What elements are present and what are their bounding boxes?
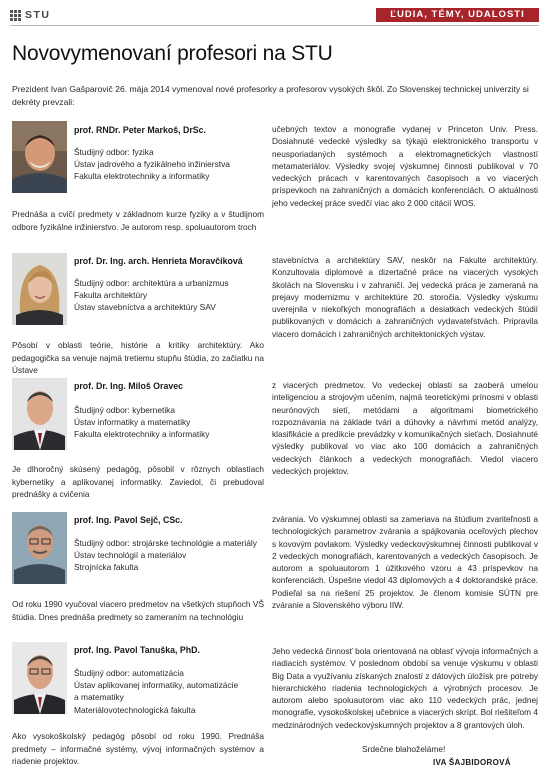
professor-info bbox=[74, 404, 209, 441]
professor-name: prof. Ing. Pavol Sejč, CSc. bbox=[74, 515, 183, 525]
faculty: Fakulta elektrotechniky a informatiky bbox=[74, 171, 210, 182]
portrait-photo-tanuska bbox=[12, 642, 67, 714]
institute: Ústav informatiky a matematiky bbox=[74, 417, 191, 428]
professor-name: prof. Dr. Ing. arch. Henrieta Moravčíková bbox=[74, 256, 243, 266]
faculty: Strojnícka fakulta bbox=[74, 562, 139, 573]
study-field: Študijný odbor: architektúra a urbanizmus bbox=[74, 278, 229, 288]
portrait-photo-oravec bbox=[12, 378, 67, 450]
faculty: Fakulta elektrotechniky a informatiky bbox=[74, 429, 210, 440]
professor-info bbox=[74, 146, 230, 183]
institute-continued: a matematiky bbox=[74, 692, 124, 703]
professor-bio-left: Ako vysokoškolský pedagóg pôsobí od roku 1990. Prednáša predmety – informačné systémy, vývoj informačných systémov a riadenie projektov. bbox=[12, 731, 264, 766]
professor-bio-right: zvárania. Vo výskumnej oblasti sa zameriava na štúdium zvariteľnosti a technologických parametrov zvárania a spájkovania oceľových plechov s kovovým povlakom. Výsledky vedeckovýskumnej činnosti publikoval v 2 vedeckých monografiách, karentovaných a vedeckých časopisoch. Je autorom a spoluautorom 1 úžitkového vzoru a 43 príspevkov na konferenciách. Úspešne viedol 43 diplomových a 4 doktorandské práce. Podieľal sa na riešení 25 projektov. Je členom komisie SÚTN pre zváranie a Slovenského výboru IIW. bbox=[272, 514, 538, 611]
article-author: IVA ŠAJBIDOROVÁ bbox=[433, 758, 511, 767]
professor-bio-right: Jeho vedecká činnosť bola orientovaná na oblasť vývoja informačných a riadiacich systémov. V poslednom období sa venuje výskumu v oblasti Big Data a využívaniu získaných znalostí z dátových úložísk pre potreby hierarchického riadenia technologických a výrobných procesov. Je autorom alebo spoluautorom viac ako 110 vedeckých prác, jednej monografie, vysokoškolskej učebnice a viacerých skrípt. Bol riešiteľom 4 medzinárodných vedeckovýskumných projektov a 8 grantových úloh. bbox=[272, 646, 538, 730]
professor-bio-left: Pôsobí v oblasti teórie, histórie a kritiky architektúry. Ako pedagogička sa venuje najmä tretiemu stupňu štúdia, zo začiatku na Ústave bbox=[12, 340, 264, 375]
professor-name: prof. Ing. Pavol Tanuška, PhD. bbox=[74, 645, 200, 655]
study-field: Študijný odbor: automatizácia bbox=[74, 668, 184, 678]
institute: Ústav aplikovanej informatiky, automatizácie bbox=[74, 680, 239, 691]
professor-info bbox=[74, 537, 257, 574]
faculty: Fakulta architektúry bbox=[74, 290, 148, 301]
study-field: Študijný odbor: strojárske technológie a materiály bbox=[74, 538, 257, 548]
professor-bio-right: stavebníctva a architektúry SAV, neskôr na Fakulte architektúry. Konzultovala diplomové a dizertačné práce na viacerých vysokých školách na Slovensku i v zahraničí. Jej vedecká práca je zameraná na prejavy modernizmu v architektúre 20. storočia. Výsledky výskumu uverejnila v niekoľkých monografiách a desiatkach vedeckých štúdií publikovaných v domácich a zahraničných vydavateľstvách. Pripravila viacero domácich i zahraničných architektonických výstav. bbox=[272, 255, 538, 339]
professor-name: prof. RNDr. Peter Markoš, DrSc. bbox=[74, 125, 206, 135]
closing-line: Srdečne blahoželáme! bbox=[362, 744, 446, 754]
stu-logo bbox=[10, 8, 51, 22]
professor-bio-right: učebných textov a monografie vydanej v Princeton Univ. Press. Dosiahnuté vedecké výsledky sa týkajú elektronického transportu v neusporiadaných systémoch a elektromagnetických vlastností metamateriálov. Výsledky svojej výskumnej činnosti publikoval v 70 vedeckých prácach v karentovaných časopisoch a vo viacerých príspevkoch na zahraničných a domácich konferenciách. O aktuálnosti jeho vedeckej práce svedčí viac ako 2 000 citácií WOS. bbox=[272, 124, 538, 208]
study-field: Študijný odbor: fyzika bbox=[74, 147, 154, 157]
logo-text: STU bbox=[25, 9, 51, 21]
article-title: Novovymenovaní profesori na STU bbox=[12, 42, 333, 65]
professor-info bbox=[74, 667, 238, 716]
portrait-photo-moravcikova bbox=[12, 253, 67, 325]
professor-bio-left: Od roku 1990 vyučoval viacero predmetov na všetkých stupňoch VŠ štúdia. Dnes prednáša predmety so zameraním na technológiu bbox=[12, 599, 264, 622]
institute: Ústav stavebníctva a architektúry SAV bbox=[74, 302, 216, 313]
stu-logo-icon bbox=[10, 10, 21, 21]
faculty: Materiálovotechnologická fakulta bbox=[74, 704, 196, 715]
professor-info bbox=[74, 277, 229, 314]
header-divider bbox=[10, 25, 539, 26]
portrait-photo-markos bbox=[12, 121, 67, 193]
section-rubric: ĽUDIA, TÉMY, UDALOSTI bbox=[376, 8, 539, 22]
professor-name: prof. Dr. Ing. Miloš Oravec bbox=[74, 381, 184, 391]
professor-bio-left: Prednáša a cvičí predmety v základnom kurze fyziky a v študijnom odbore fyzikálne inžinierstvo. Je autorom resp. spoluautorom troch bbox=[12, 209, 264, 232]
portrait-photo-sejc bbox=[12, 512, 67, 584]
study-field: Študijný odbor: kybernetika bbox=[74, 405, 176, 415]
article-intro: Prezident Ivan Gašparovič 26. mája 2014 vymenoval nové profesorky a profesorov vysokých škôl. Zo Slovenskej technickej univerzity si dekréty prevzali: bbox=[12, 84, 529, 107]
institute: Ústav jadrového a fyzikálneho inžinierstva bbox=[74, 159, 230, 170]
professor-bio-right: z viacerých predmetov. Vo vedeckej oblasti sa zaoberá umelou inteligenciou a strojovým učením, najmä teoretickými prínosmi v oblasti neurónových sietí, metódami a algoritmami biometrického rozpoznávania na základe tvári a dúhovky a návrhmi metód analýzy, klasifikácie a predikcie prevádzky v komunikačných sieťach. Dosiahnuté výsledky publikoval vo viac ako 100 domácich a zahraničných vedeckých článkoch a vedeckých monografiách. Viedol viacero vedeckých projektov. bbox=[272, 380, 538, 477]
professor-bio-left: Je dlhoročný skúsený pedagóg, pôsobil v rôznych oblastiach kybernetiky a aplikovanej informatiky. Zaviedol, či prebudoval prednášky a cvičenia bbox=[12, 464, 264, 499]
institute: Ústav technológií a materiálov bbox=[74, 550, 187, 561]
